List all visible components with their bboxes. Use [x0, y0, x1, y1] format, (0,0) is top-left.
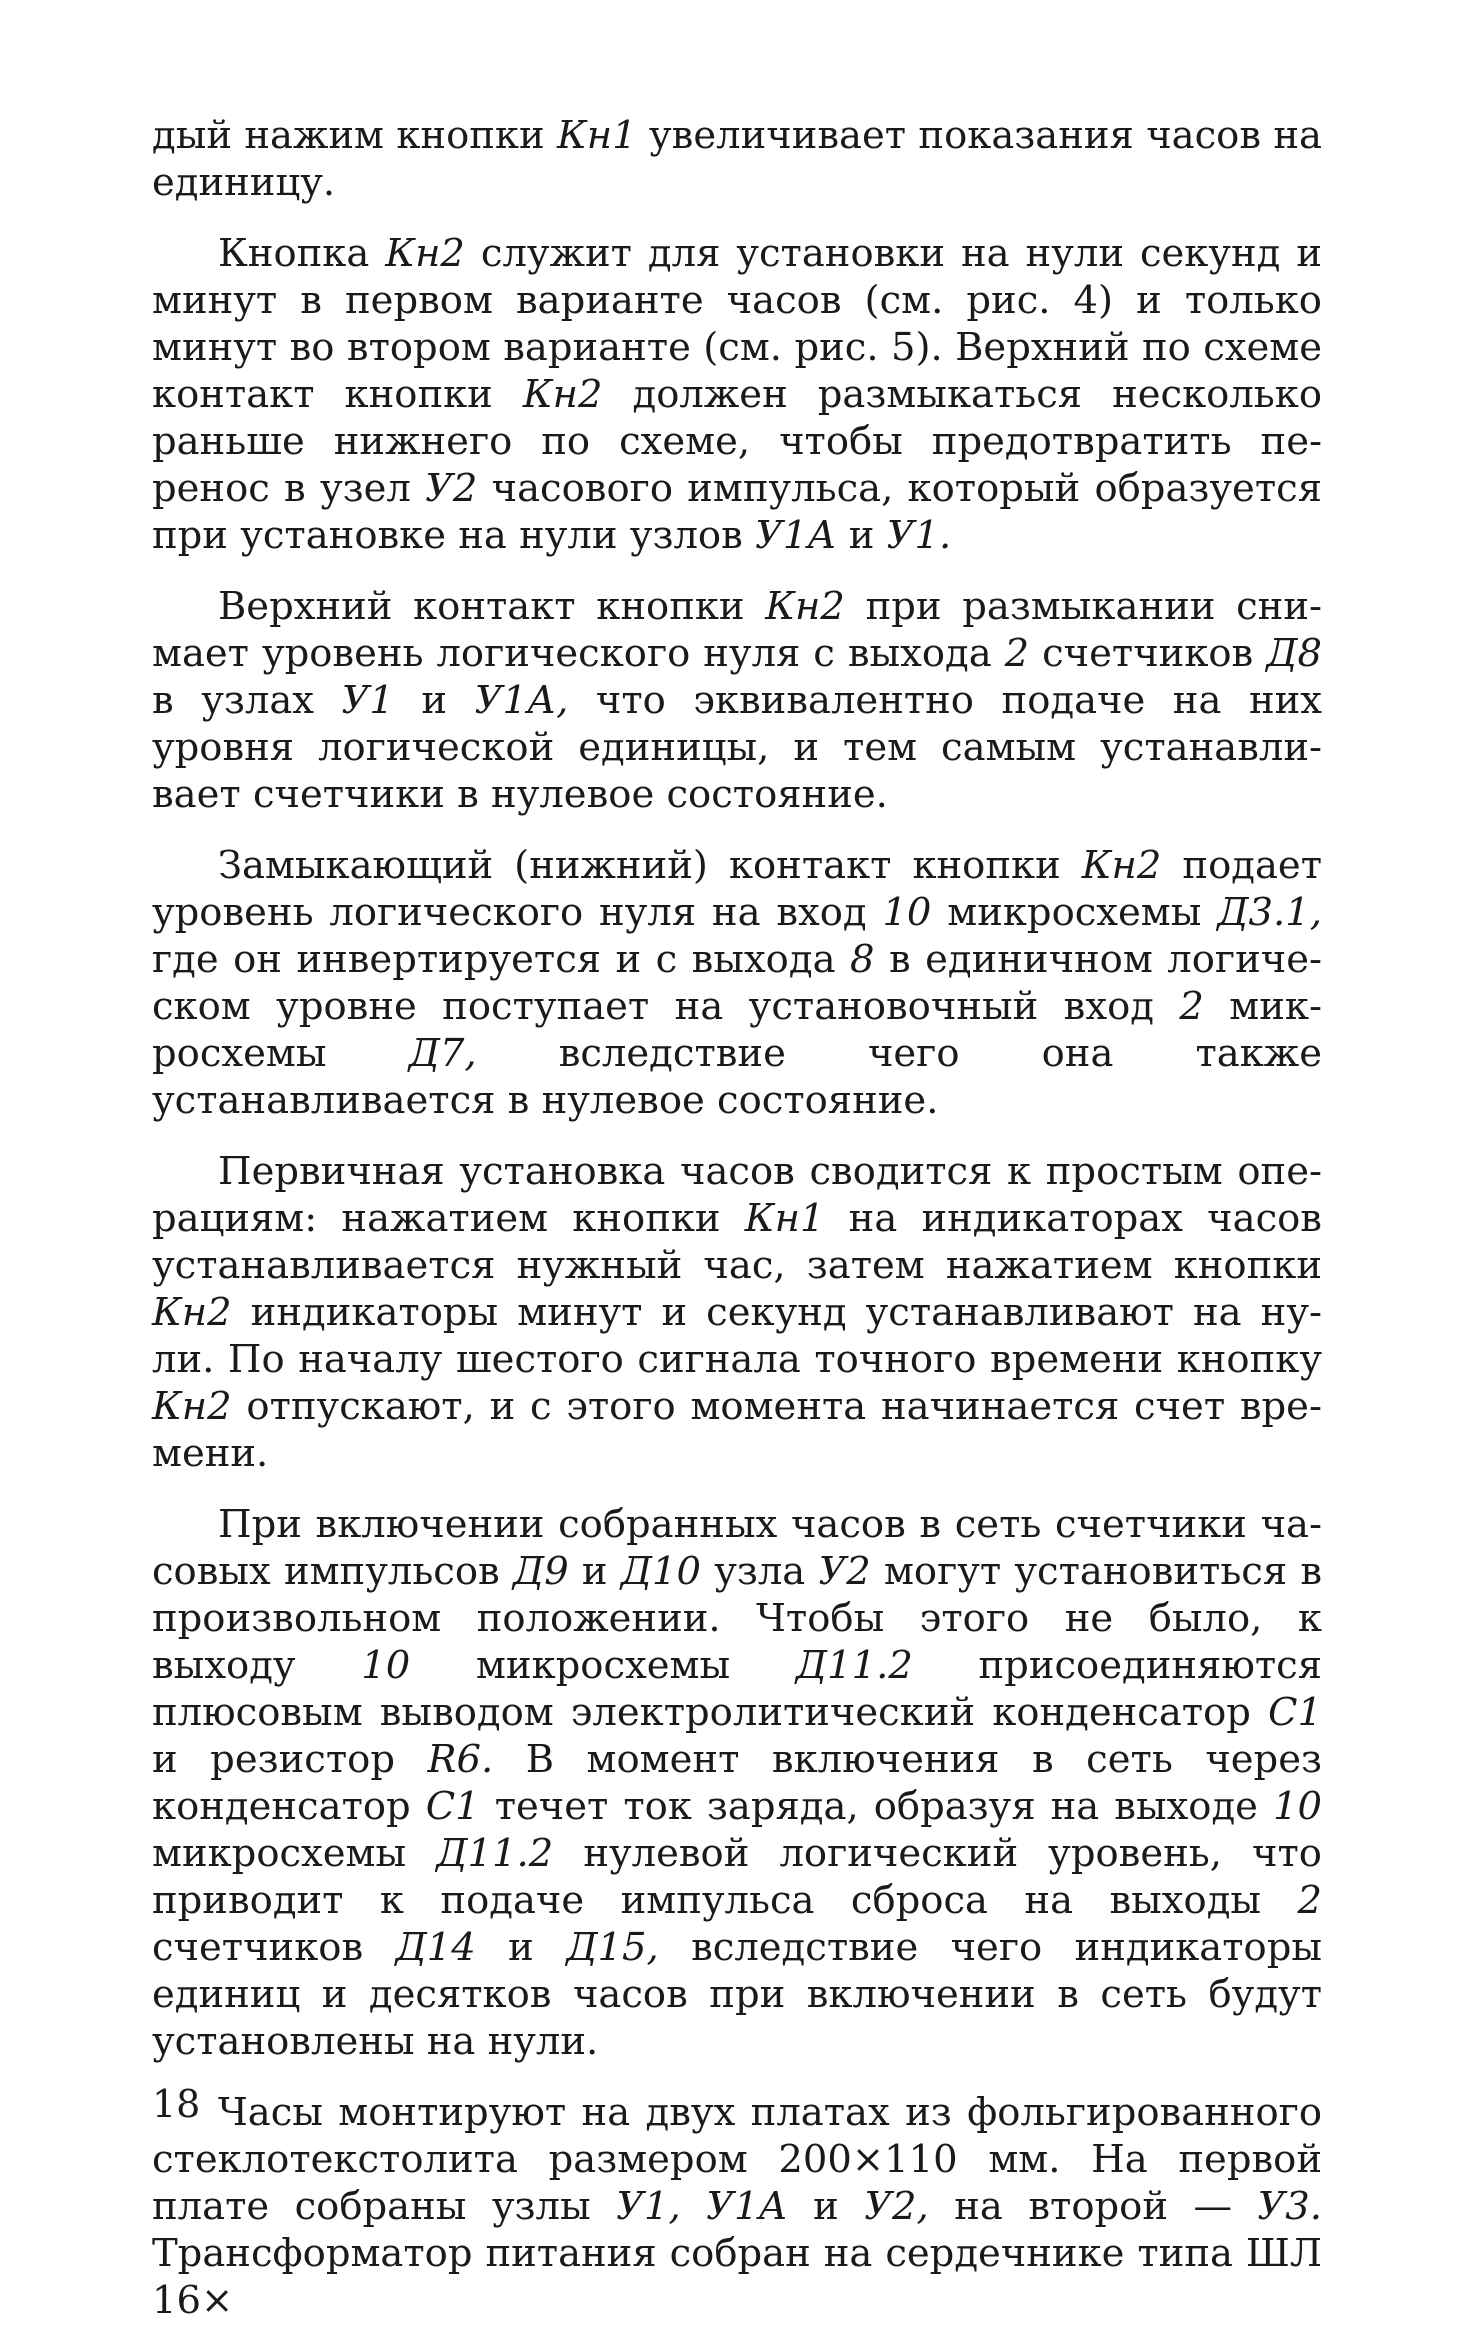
text-segment: микросхемы: [152, 984, 1322, 1076]
italic-designator: 10: [361, 1643, 411, 1688]
page-text-block: [152, 112, 1322, 2348]
italic-designator: С1: [425, 1784, 480, 1829]
italic-designator: С1: [1268, 1690, 1322, 1735]
text-segment: При включении собранных часов в сеть счетчики часовых импульсов: [152, 1502, 1322, 1594]
text-segment: присоединяются плюсовым выводом электролитический конденсатор: [152, 1643, 1322, 1735]
italic-designator: У2,: [864, 2184, 929, 2229]
text-segment: нулевой логический уровень, что приводит к подаче импульса сброса на выходы: [152, 1831, 1322, 1923]
text-segment: вследствие чего она также устанавливается в нулевое состояние.: [152, 1031, 1322, 1123]
italic-designator: У1,: [616, 2184, 681, 2229]
text-segment: Трансформатор питания собран на сердечнике типа ШЛ 16×: [152, 2231, 1322, 2323]
text-segment: Кнопка: [218, 231, 386, 276]
italic-designator: У1.: [886, 513, 952, 558]
italic-designator: Кн1: [744, 1196, 825, 1241]
italic-designator: У1А,: [474, 678, 569, 723]
italic-designator: Кн2: [765, 584, 845, 629]
text-segment: и: [475, 1925, 567, 1970]
text-segment: должен размыкаться несколько раньше нижнего по схеме, чтобы предотвратить перенос в узел: [152, 372, 1323, 511]
paragraph: [152, 230, 1322, 559]
paragraph: [152, 583, 1322, 818]
text-segment: при размыкании снимает уровень логического нуля с выхода: [152, 584, 1323, 676]
italic-designator: 2: [1004, 631, 1030, 676]
text-segment: что эквивалентно подаче на них уровня логической единицы, и тем самым устанавливает счетчики в нулевое состояние.: [152, 678, 1322, 817]
text-segment: микросхемы: [410, 1643, 796, 1688]
text-segment: Часы монтируют на двух платах из фольгированного стеклотекстолита размером 200×110 мм. На первой плате собраны узлы: [152, 2090, 1322, 2229]
italic-designator: Д15,: [566, 1925, 659, 1970]
text-segment: в узлах: [152, 678, 342, 723]
text-segment: дый нажим кнопки: [152, 113, 557, 158]
italic-designator: Д10: [620, 1549, 702, 1594]
italic-designator: 8: [850, 937, 875, 982]
italic-designator: У2: [818, 1549, 871, 1594]
text-segment: микросхемы: [152, 1831, 437, 1876]
text-segment: на второй —: [928, 2184, 1258, 2229]
text-segment: отпускают, и с этого момента начинается счет времени.: [152, 1384, 1322, 1476]
italic-designator: У1: [341, 678, 394, 723]
paragraph: [152, 1501, 1322, 2065]
text-segment: в единичном логическом уровне поступает на установочный вход: [152, 937, 1322, 1029]
italic-designator: Кн2: [522, 372, 603, 417]
italic-designator: У1А: [706, 2184, 788, 2229]
text-segment: [681, 2184, 706, 2229]
paragraph: [152, 1148, 1322, 1477]
italic-designator: Д11.2: [436, 1831, 554, 1876]
italic-designator: Д14: [395, 1925, 476, 1970]
text-segment: и: [787, 2184, 865, 2229]
text-segment: служит для установки на нули секунд и минут в первом варианте часов (см. рис. 4) и только минут во втором варианте (см. рис. 5). Верхний по схеме контакт кнопки: [152, 231, 1322, 417]
text-segment: счетчиков: [152, 1925, 396, 1970]
italic-designator: У1А: [755, 513, 837, 558]
text-segment: увеличивает показания часов на единицу.: [152, 113, 1322, 205]
italic-designator: R6.: [427, 1737, 494, 1782]
text-segment: течет ток заряда, образуя на выходе: [479, 1784, 1273, 1829]
italic-designator: Кн2: [1081, 843, 1162, 888]
italic-designator: 10: [882, 890, 932, 935]
text-segment: могут установиться в произвольном положении. Чтобы этого не было, к выходу: [152, 1549, 1322, 1688]
text-segment: на индикаторах часов устанавливается нужный час, затем нажатием кнопки: [152, 1196, 1322, 1288]
italic-designator: 10: [1272, 1784, 1322, 1829]
italic-designator: Д3.1,: [1217, 890, 1322, 935]
italic-designator: 2: [1179, 984, 1204, 1029]
text-segment: вследствие чего индикаторы единиц и десятков часов при включении в сеть будут установлены на нули.: [152, 1925, 1323, 2064]
page-number: 18: [152, 2082, 201, 2126]
text-segment: Замыкающий (нижний) контакт кнопки: [218, 843, 1082, 888]
text-segment: подает уровень логического нуля на вход: [152, 843, 1322, 935]
text-segment: микросхемы: [931, 890, 1218, 935]
italic-designator: Кн2: [152, 1290, 232, 1335]
italic-designator: 2: [1297, 1878, 1322, 1923]
paragraph: [152, 2089, 1322, 2324]
italic-designator: Кн1: [557, 113, 637, 158]
italic-designator: Кн2: [152, 1384, 232, 1429]
italic-designator: У2: [425, 466, 478, 511]
text-segment: часового импульса, который образуется при установке на нули узлов: [152, 466, 1322, 558]
text-segment: счетчиков: [1029, 631, 1267, 676]
text-segment: Верхний контакт кнопки: [218, 584, 766, 629]
italic-designator: Д9: [512, 1549, 569, 1594]
italic-designator: Д8: [1266, 631, 1322, 676]
text-segment: и: [568, 1549, 621, 1594]
text-segment: и резистор: [152, 1737, 428, 1782]
text-segment: узла: [701, 1549, 819, 1594]
text-segment: Первичная установка часов сводится к простым операциям: нажатием кнопки: [152, 1149, 1322, 1241]
text-segment: где он инвертируется и с выхода: [152, 937, 850, 982]
text-segment: индикаторы минут и секунд устанавливают на нули. По началу шестого сигнала точного времени кнопку: [152, 1290, 1322, 1382]
text-segment: и: [836, 513, 887, 558]
italic-designator: Д11.2: [795, 1643, 913, 1688]
paragraph: [152, 112, 1322, 206]
text-segment: В момент включения в сеть через конденсатор: [152, 1737, 1322, 1829]
paragraph: [152, 842, 1322, 1124]
italic-designator: Кн2: [385, 231, 465, 276]
italic-designator: Д7,: [408, 1031, 477, 1076]
italic-designator: У3.: [1257, 2184, 1322, 2229]
text-segment: и: [393, 678, 475, 723]
